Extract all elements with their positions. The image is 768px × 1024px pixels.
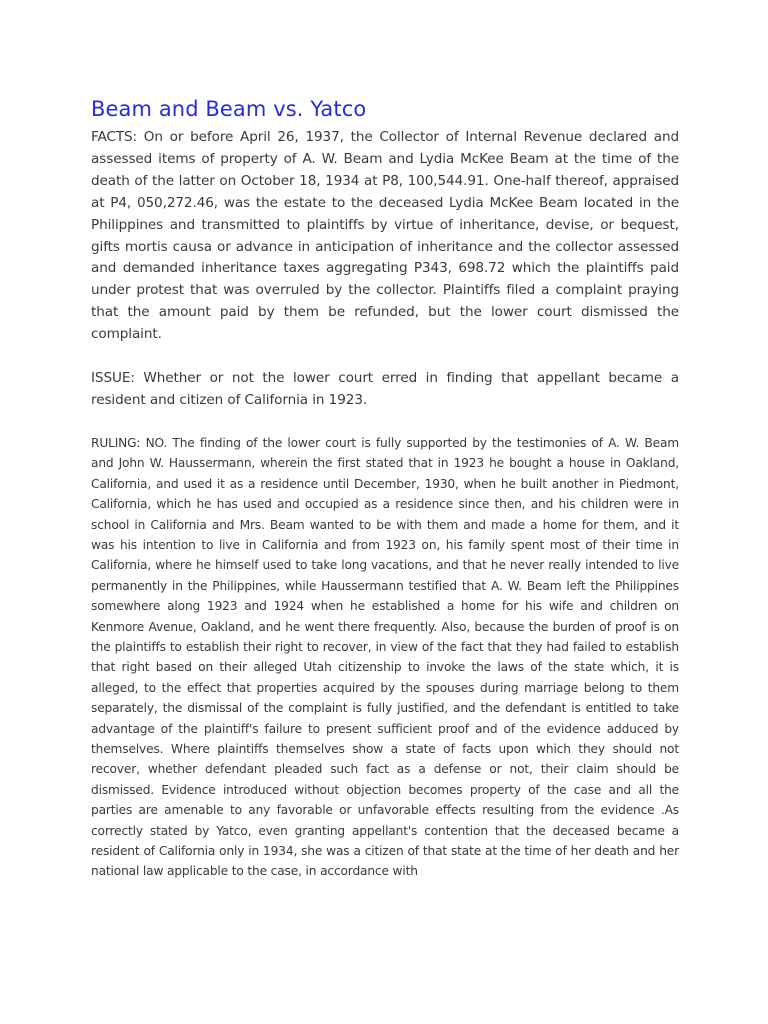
ruling-label: RULING: — [91, 435, 141, 450]
facts-label: FACTS: — [91, 129, 138, 145]
ruling-paragraph — [91, 433, 679, 882]
issue-text: Whether or not the lower court erred in finding that appellant became a resident and citizen of California in 1923. — [91, 370, 679, 408]
facts-paragraph — [91, 127, 679, 346]
facts-text: On or before April 26, 1937, the Collector of Internal Revenue declared and assessed items of property of A. W. Beam and Lydia McKee Beam at the time of the death of the latter on October 18, 1934 at P8, 100,544.91. One-half thereof, appraised at P4, 050,272.46, was the estate to the deceased Lydia McKee Beam located in the Philippines and transmitted to plaintiffs by virtue of inheritance, devise, or bequest, gifts mortis causa or advance in anticipation of inheritance and the collector assessed and demanded inheritance taxes aggregating P343, 698.72 which the plaintiffs paid under protest that was overruled by the collector. Plaintiffs filed a complaint praying that the amount paid by them be refunded, but the lower court dismissed the complaint. — [91, 129, 679, 343]
document-title: Beam and Beam vs. Yatco — [91, 97, 367, 121]
issue-paragraph — [91, 368, 679, 412]
issue-label: ISSUE: — [91, 370, 135, 387]
ruling-text: NO. The finding of the lower court is fully supported by the testimonies of A. W. Beam and John W. Haussermann, wherein the first stated that in 1923 he bought a house in Oakland, California, and used it as a residence until December, 1930, when he built another in Piedmont, California, which he has used and occupied as a residence since then, and his children were in school in California and Mrs. Beam wanted to be with them and made a home for them, and it was his intention to live in California and from 1923 on, his family spent most of their time in California, where he himself used to take long vacations, and that he never really intended to live permanently in the Philippines, while Haussermann testified that A. W. Beam left the Philippines somewhere along 1923 and 1924 when he established a home for his wife and children on Kenmore Avenue, Oakland, and he went there frequently. Also, because the burden of proof is on the plaintiffs to establish their right to recover, in view of the fact that they had failed to establish that right based on their alleged Utah citizenship to invoke the laws of the state which, it is alleged, to the effect that properties acquired by the spouses during marriage belong to them separately, the dismissal of the complaint is fully justified, and the defendant is entitled to take advantage of the plaintiff's failure to present sufficient proof and of the evidence adduced by themselves. Where plaintiffs themselves show a state of facts upon which they should not recover, whether defendant pleaded such fact as a defense or not, their claim should be dismissed. Evidence introduced without objection becomes property of the case and all the parties are amenable to any favorable or unfavorable effects resulting from the evidence .As correctly stated by Yatco, even granting appellant's contention that the deceased became a resident of California only in 1934, she was a citizen of that state at the time of her death and her national law applicable to the case, in accordance with — [91, 435, 679, 879]
document-page — [91, 95, 679, 882]
